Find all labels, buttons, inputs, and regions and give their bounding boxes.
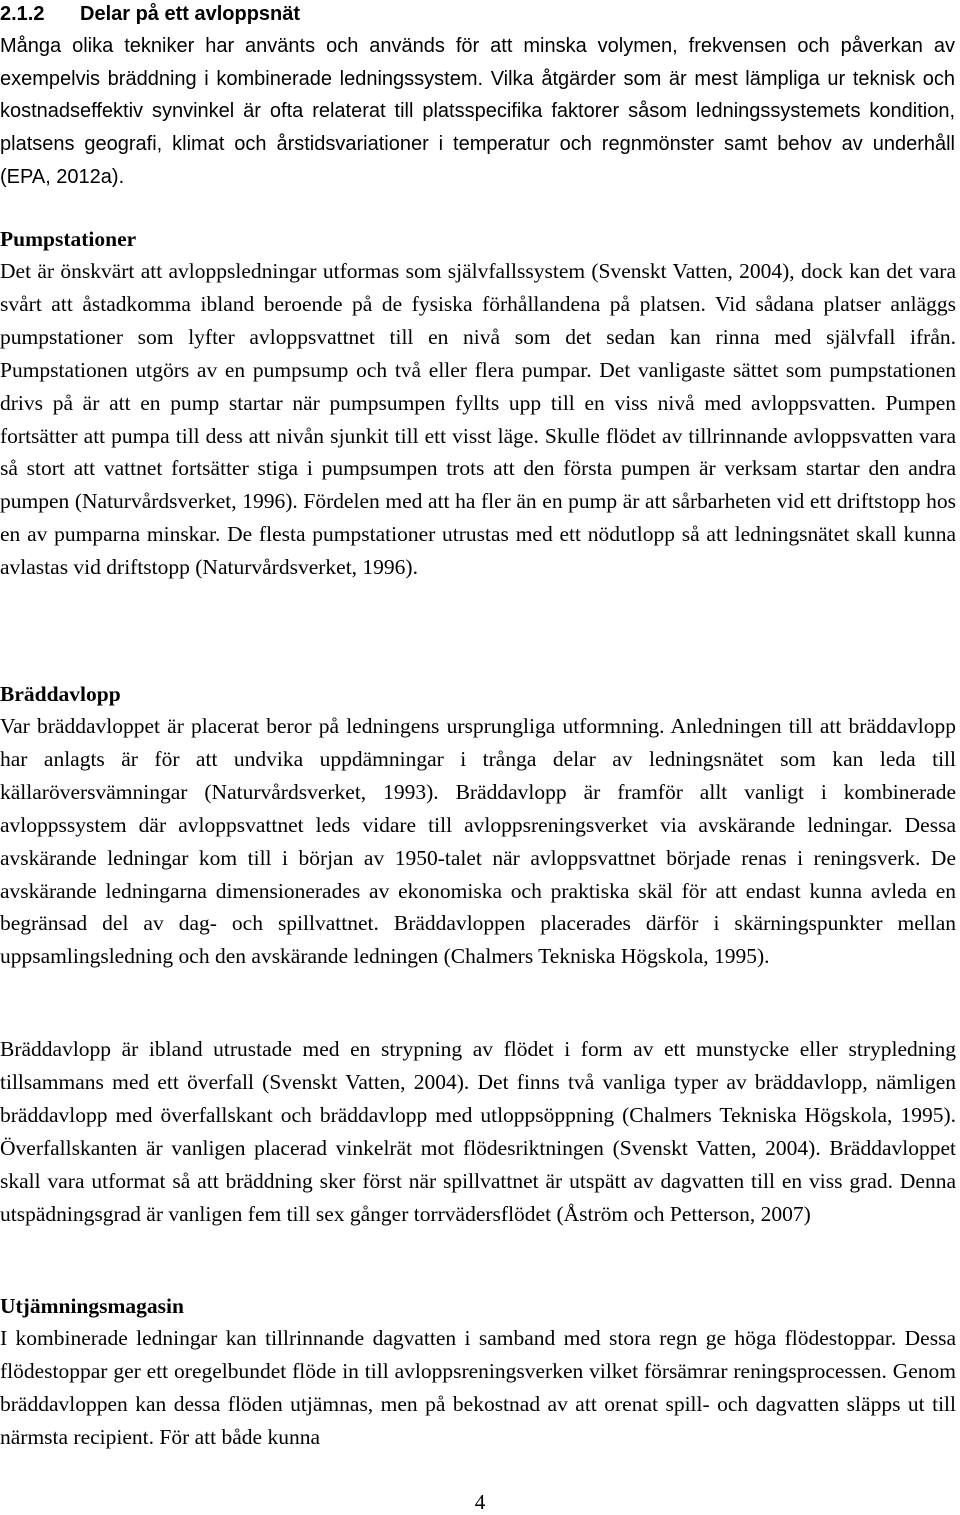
section-number: 2.1.2: [0, 3, 45, 25]
braddavlopp-heading: Bräddavlopp: [0, 682, 121, 706]
braddavlopp-paragraph-2: Bräddavlopp är ibland utrustade med en strypning av flödet i form av ett munstycke eller strypledning tillsammans med ett överfall (Svenskt Vatten, 2004). Det finns två vanliga typer av bräddavlopp, nämligen bräddavlopp med överfallskant och bräddavlopp med utloppsöppning (Chalmers Tekniska Högskola, 1995). Överfallskanten är vanligen placerad vinkelrät mot flödesriktningen (Svenskt Vatten, 2004). Bräddavloppet skall vara utformat så att bräddning sker först när spillvattnet är utspätt av dagvatten till en viss grad. Denna utspädningsgrad är vanligen fem till sex gånger torrvädersflödet (Åström och Petterson, 2007): [0, 1037, 956, 1226]
utjamningsmagasin-paragraph: I kombinerade ledningar kan tillrinnande dagvatten i samband med stora regn ge höga flödestoppar. Dessa flödestoppar ger ett oregelbundet flöde in till avloppsreningsverken vilket försämrar reningsprocessen. Genom bräddavloppen kan dessa flöden utjämnas, men på bekostnad av att orenat spill- och dagvatten släpps ut till närmsta recipient. För att både kunna: [0, 1326, 956, 1449]
pumpstationer-paragraph: Det är önskvärt att avloppsledningar utformas som självfallssystem (Svenskt Vatten, 2004), dock kan det vara svårt att åstadkomma ibland beroende på de fysiska förhållandena på platsen. Vid sådana platser anläggs pumpstationer som lyfter avloppsvattnet till en nivå som det sedan kan rinna med självfall ifrån. Pumpstationen utgörs av en pumpsump och två eller flera pumpar. Det vanligaste sättet som pumpstationen drivs på är att en pump startar när pumpsumpen fyllts upp till en viss nivå med avloppsvatten. Pumpen fortsätter att pumpa till dess att nivån sjunkit till ett visst läge. Skulle flödet av tillrinnande avloppsvatten vara så stort att vattnet fortsätter stiga i pumpsumpen trots att den första pumpen är verksam startar den andra pumpen (Naturvårdsverket, 1996). Fördelen med att ha fler än en pump är att sårbarheten vid ett driftstopp hos en av pumparna minskar. De flesta pumpstationer utrustas med ett nödutlopp så att ledningsnätet skall kunna avlastas vid driftstopp (Naturvårdsverket, 1996).: [0, 259, 956, 580]
intro-paragraph: Många olika tekniker har använts och används för att minska volymen, frekvensen och påverkan av exempelvis bräddning i kombinerade ledningssystem. Vilka åtgärder som är mest lämpliga ur teknisk och kostnadseffektiv synvinkel är ofta relaterat till platsspecifika faktorer såsom ledningssystemets kondition, platsens geografi, klimat och årstidsvariationer i temperatur och regnmönster samt behov av underhåll (EPA, 2012a).: [0, 35, 955, 188]
page-number: 4: [474, 1490, 486, 1514]
utjamningsmagasin-heading: Utjämningsmagasin: [0, 1294, 184, 1318]
section-title: Delar på ett avloppsnät: [80, 3, 301, 25]
pumpstationer-heading: Pumpstationer: [0, 227, 137, 251]
braddavlopp-paragraph-1: Var bräddavloppet är placerat beror på ledningens ursprungliga utformning. Anledningen till att bräddavlopp har anlagts är för att undvika uppdämningar i trånga delar av ledningsnätet som kan leda till källaröversvämningar (Naturvårdsverket, 1993). Bräddavlopp är framför allt vanligt i kombinerade avloppssystem där avloppsvattnet leds vidare till avloppsreningsverket via avskärande ledningar. Dessa avskärande ledningar kom till i början av 1950-talet när avloppsvattnet började renas i reningsverk. De avskärande ledningarna dimensionerades av ekonomiska och praktiska skäl för att endast kunna avleda en begränsad del av dag- och spillvattnet. Bräddavloppen placerades därför i skärningspunkter mellan uppsamlingsledning och den avskärande ledningen (Chalmers Tekniska Högskola, 1995).: [0, 714, 956, 969]
section-heading: [0, 2, 300, 26]
